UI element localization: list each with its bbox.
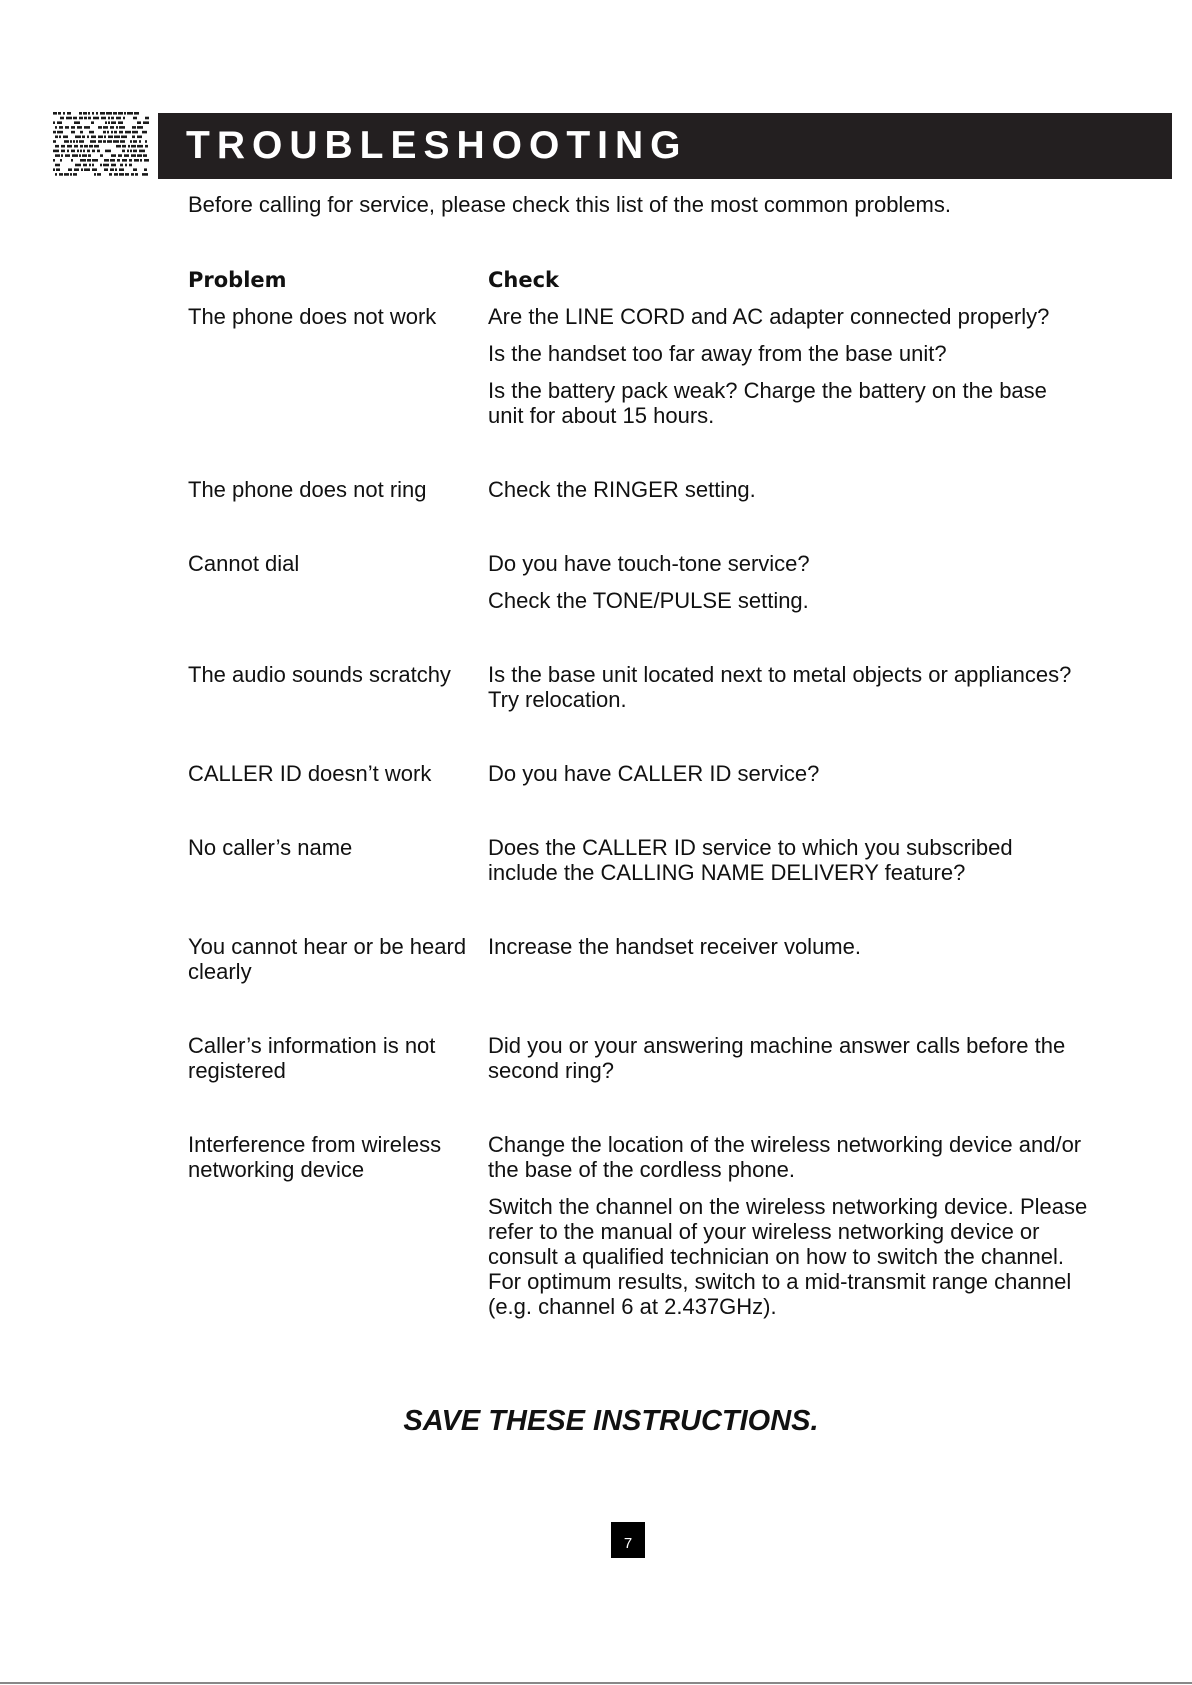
- check-item: Did you or your answering machine answer calls before the second ring?: [488, 1033, 1066, 1083]
- title-bar: [158, 113, 1172, 179]
- bottom-divider: [0, 1682, 1192, 1684]
- page-title: TROUBLESHOOTING: [186, 124, 688, 167]
- page-number: 7: [611, 1522, 645, 1558]
- problem-cell: No caller’s name: [188, 835, 353, 860]
- table-row: [188, 1033, 1088, 1083]
- save-instructions-notice: SAVE THESE INSTRUCTIONS.: [403, 1405, 819, 1437]
- check-item: Does the CALLER ID service to which you subscribed include the CALLING NAME DELIVERY feature?: [488, 835, 1013, 885]
- check-item: Check the RINGER setting.: [488, 477, 756, 502]
- check-item: Do you have CALLER ID service?: [488, 761, 820, 786]
- table-row: [188, 662, 1088, 712]
- column-header-check: Check: [488, 268, 560, 292]
- problem-cell: The audio sounds scratchy: [188, 662, 451, 687]
- problem-cell: Caller’s information is not registered: [188, 1033, 436, 1083]
- check-item: Change the location of the wireless networking device and/or the base of the cordless phone.: [488, 1132, 1082, 1182]
- problem-cell: Interference from wireless networking device: [188, 1132, 442, 1182]
- troubleshooting-table: [188, 304, 1094, 1368]
- decorative-pattern: [53, 112, 149, 178]
- check-item: Is the battery pack weak? Charge the battery on the base unit for about 15 hours.: [488, 378, 1047, 428]
- check-cell: [488, 304, 1088, 428]
- table-row: [188, 551, 1088, 613]
- check-item: Switch the channel on the wireless networking device. Please refer to the manual of your wireless networking device or consult a qualified technician on how to switch the channel. For optimum results, switch to a mid-transmit range channel (e.g. channel 6 at 2.437GHz).: [488, 1194, 1094, 1319]
- table-row: [188, 835, 1088, 885]
- table-row: [188, 761, 1088, 786]
- problem-cell: The phone does not ring: [188, 477, 427, 502]
- check-item: Are the LINE CORD and AC adapter connected properly?: [488, 304, 1050, 329]
- check-cell: [488, 761, 1088, 786]
- check-cell: [488, 835, 1088, 885]
- problem-cell: The phone does not work: [188, 304, 437, 329]
- check-item: Is the base unit located next to metal objects or appliances? Try relocation.: [488, 662, 1072, 712]
- table-row: [188, 1132, 1094, 1319]
- check-item: Do you have touch-tone service?: [488, 551, 810, 576]
- table-row: [188, 934, 1088, 984]
- intro-text: Before calling for service, please check this list of the most common problems.: [188, 192, 951, 217]
- table-row: [188, 304, 1088, 428]
- check-cell: [488, 934, 1088, 984]
- check-cell: [488, 551, 1088, 613]
- check-item: Is the handset too far away from the base unit?: [488, 341, 947, 366]
- table-row: [188, 477, 1088, 502]
- problem-cell: CALLER ID doesn’t work: [188, 761, 432, 786]
- problem-cell: You cannot hear or be heard clearly: [188, 934, 467, 984]
- check-cell: [488, 477, 1088, 502]
- check-cell: [488, 1033, 1088, 1083]
- column-header-problem: Problem: [188, 268, 287, 292]
- problem-cell: Cannot dial: [188, 551, 300, 576]
- check-cell: [488, 1132, 1094, 1319]
- check-cell: [488, 662, 1088, 712]
- check-item: Check the TONE/PULSE setting.: [488, 588, 809, 613]
- check-item: Increase the handset receiver volume.: [488, 934, 861, 959]
